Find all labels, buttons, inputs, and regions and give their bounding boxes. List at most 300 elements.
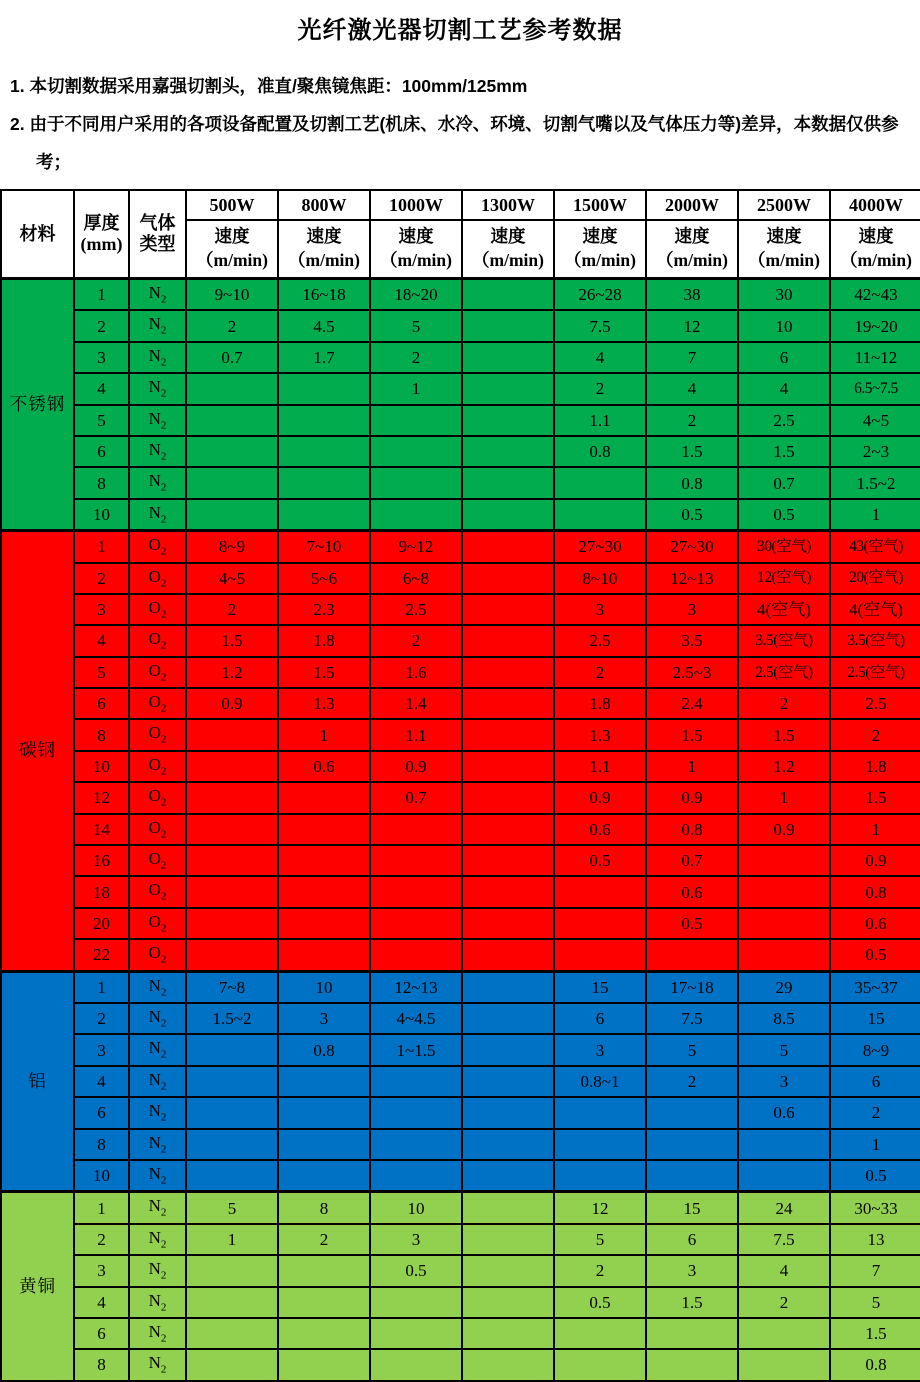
speed-cell: 2 xyxy=(554,373,646,404)
gas-cell: $O_2$ xyxy=(129,814,186,845)
gas-cell: $N_2$ xyxy=(129,373,186,404)
speed-cell xyxy=(186,467,278,498)
speed-cell: 7 xyxy=(646,342,738,373)
speed-cell: 3.5 xyxy=(646,625,738,656)
speed-cell: 3.5(空气) xyxy=(830,625,920,656)
speed-cell: 1.8 xyxy=(554,688,646,719)
gas-cell: $N_2$ xyxy=(129,1097,186,1128)
speed-cell: 1.2 xyxy=(738,751,830,782)
speed-cell: 1.5 xyxy=(646,1287,738,1318)
table-row xyxy=(1,1066,920,1097)
speed-cell: 15 xyxy=(830,1003,920,1034)
speed-cell: 2.3 xyxy=(278,594,370,625)
gas-cell: $O_2$ xyxy=(129,531,186,563)
speed-cell xyxy=(646,1097,738,1128)
speed-cell xyxy=(462,1349,554,1380)
speed-cell: 2 xyxy=(186,594,278,625)
speed-cell: 4 xyxy=(738,1255,830,1286)
table-row xyxy=(1,405,920,436)
speed-cell: 30(空气) xyxy=(738,531,830,563)
table-row xyxy=(1,563,920,594)
speed-cell: 1 xyxy=(278,719,370,750)
table-row xyxy=(1,1224,920,1255)
material-cell: 碳钢 xyxy=(1,531,74,971)
table-row xyxy=(1,939,920,971)
speed-cell xyxy=(462,1129,554,1160)
speed-cell: 19~20 xyxy=(830,310,920,341)
speed-cell: 0.6 xyxy=(646,876,738,907)
speed-cell: 2 xyxy=(830,719,920,750)
header-speed: 速度 （m/min) xyxy=(278,220,370,279)
gas-cell: $N_2$ xyxy=(129,1287,186,1318)
speed-cell: 10 xyxy=(278,971,370,1003)
gas-cell: $N_2$ xyxy=(129,1129,186,1160)
speed-cell: 1.2 xyxy=(186,657,278,688)
speed-cell xyxy=(462,1097,554,1128)
speed-cell: 2.4 xyxy=(646,688,738,719)
speed-cell: 1 xyxy=(830,499,920,531)
speed-cell xyxy=(278,467,370,498)
speed-cell xyxy=(462,436,554,467)
speed-cell xyxy=(370,1097,462,1128)
speed-cell: 2 xyxy=(554,657,646,688)
speed-cell xyxy=(462,499,554,531)
speed-cell xyxy=(462,405,554,436)
speed-cell: 29 xyxy=(738,971,830,1003)
thickness-cell: 4 xyxy=(74,373,129,404)
speed-cell xyxy=(186,908,278,939)
gas-cell: $O_2$ xyxy=(129,594,186,625)
speed-cell: 1.5 xyxy=(646,436,738,467)
gas-cell: $O_2$ xyxy=(129,688,186,719)
speed-cell: 3 xyxy=(370,1224,462,1255)
speed-cell: 9~12 xyxy=(370,531,462,563)
speed-cell xyxy=(186,499,278,531)
thickness-cell: 2 xyxy=(74,310,129,341)
table-row xyxy=(1,751,920,782)
speed-cell: 0.7 xyxy=(370,782,462,813)
speed-cell: 5 xyxy=(554,1224,646,1255)
gas-cell: $O_2$ xyxy=(129,751,186,782)
gas-cell: $N_2$ xyxy=(129,342,186,373)
thickness-cell: 16 xyxy=(74,845,129,876)
thickness-cell: 6 xyxy=(74,1318,129,1349)
table-row xyxy=(1,594,920,625)
speed-cell: 1.3 xyxy=(554,719,646,750)
speed-cell: 7 xyxy=(830,1255,920,1286)
speed-cell: 15 xyxy=(646,1192,738,1224)
speed-cell: 12~13 xyxy=(646,563,738,594)
speed-cell: 42~43 xyxy=(830,279,920,311)
gas-cell: $N_2$ xyxy=(129,499,186,531)
thickness-cell: 8 xyxy=(74,467,129,498)
speed-cell: 0.7 xyxy=(186,342,278,373)
speed-cell xyxy=(462,908,554,939)
speed-cell: 0.9 xyxy=(186,688,278,719)
speed-cell xyxy=(462,719,554,750)
speed-cell xyxy=(554,467,646,498)
speed-cell xyxy=(186,1160,278,1192)
thickness-cell: 1 xyxy=(74,531,129,563)
gas-cell: $N_2$ xyxy=(129,971,186,1003)
speed-cell: 30 xyxy=(738,279,830,311)
speed-cell: 1~1.5 xyxy=(370,1034,462,1065)
speed-cell: 11~12 xyxy=(830,342,920,373)
speed-cell: 4~4.5 xyxy=(370,1003,462,1034)
thickness-cell: 4 xyxy=(74,625,129,656)
speed-cell xyxy=(278,814,370,845)
thickness-cell: 5 xyxy=(74,657,129,688)
speed-cell: 12 xyxy=(554,1192,646,1224)
header-power-1300W: 1300W xyxy=(462,190,554,220)
thickness-cell: 8 xyxy=(74,1129,129,1160)
speed-cell: 6 xyxy=(738,342,830,373)
speed-cell xyxy=(554,1318,646,1349)
speed-cell: 4(空气) xyxy=(738,594,830,625)
speed-cell xyxy=(278,499,370,531)
gas-cell: $O_2$ xyxy=(129,845,186,876)
note-2: 2. 由于不同用户采用的各项设备配置及切割工艺(机床、水冷、环境、切割气嘴以及气体压力等)差异，本数据仅供参考； xyxy=(10,114,899,172)
speed-cell: 2 xyxy=(738,1287,830,1318)
speed-cell: 2 xyxy=(554,1255,646,1286)
speed-cell xyxy=(462,1224,554,1255)
thickness-cell: 22 xyxy=(74,939,129,971)
header-power-500W: 500W xyxy=(186,190,278,220)
speed-cell: 1 xyxy=(738,782,830,813)
speed-cell: 1.6 xyxy=(370,657,462,688)
speed-cell: 5 xyxy=(830,1287,920,1318)
speed-cell: 12~13 xyxy=(370,971,462,1003)
speed-cell: 2~3 xyxy=(830,436,920,467)
speed-cell xyxy=(462,373,554,404)
table-row xyxy=(1,1160,920,1192)
speed-cell: 0.8~1 xyxy=(554,1066,646,1097)
speed-cell xyxy=(554,1097,646,1128)
speed-cell xyxy=(278,1287,370,1318)
speed-cell xyxy=(462,1066,554,1097)
speed-cell: 2.5~3 xyxy=(646,657,738,688)
speed-cell: 27~30 xyxy=(554,531,646,563)
table-row xyxy=(1,310,920,341)
table-row xyxy=(1,657,920,688)
speed-cell: 7.5 xyxy=(738,1224,830,1255)
speed-cell: 8~10 xyxy=(554,563,646,594)
header-power-2500W: 2500W xyxy=(738,190,830,220)
speed-cell xyxy=(738,939,830,971)
speed-cell: 16~18 xyxy=(278,279,370,311)
speed-cell: 1.5~2 xyxy=(830,467,920,498)
table-row xyxy=(1,625,920,656)
speed-cell: 2.5 xyxy=(738,405,830,436)
speed-cell: 1 xyxy=(370,373,462,404)
speed-cell: 27~30 xyxy=(646,531,738,563)
speed-cell: 1 xyxy=(186,1224,278,1255)
header-material: 材料 xyxy=(1,190,74,279)
speed-cell: 2 xyxy=(186,310,278,341)
speed-cell: 0.8 xyxy=(830,1349,920,1380)
speed-cell xyxy=(186,719,278,750)
speed-cell: 1.5~2 xyxy=(186,1003,278,1034)
table-row xyxy=(1,1097,920,1128)
header-thickness: 厚度 (mm) xyxy=(74,190,129,279)
speed-cell xyxy=(462,657,554,688)
speed-cell xyxy=(554,908,646,939)
gas-cell: $N_2$ xyxy=(129,1224,186,1255)
thickness-cell: 10 xyxy=(74,499,129,531)
speed-cell: 2.5 xyxy=(554,625,646,656)
speed-cell: 6~8 xyxy=(370,563,462,594)
speed-cell: 0.5 xyxy=(554,1287,646,1318)
thickness-cell: 3 xyxy=(74,1255,129,1286)
speed-cell: 2 xyxy=(370,342,462,373)
speed-cell xyxy=(370,1318,462,1349)
thickness-cell: 18 xyxy=(74,876,129,907)
gas-cell: $O_2$ xyxy=(129,876,186,907)
speed-cell xyxy=(186,405,278,436)
speed-cell xyxy=(186,814,278,845)
speed-cell: 3 xyxy=(738,1066,830,1097)
thickness-cell: 1 xyxy=(74,1192,129,1224)
speed-cell: 8~9 xyxy=(830,1034,920,1065)
gas-cell: $N_2$ xyxy=(129,1160,186,1192)
speed-cell: 0.6 xyxy=(278,751,370,782)
thickness-cell: 6 xyxy=(74,1097,129,1128)
speed-cell: 6 xyxy=(554,1003,646,1034)
thickness-cell: 1 xyxy=(74,279,129,311)
speed-cell xyxy=(646,1129,738,1160)
speed-cell xyxy=(370,436,462,467)
speed-cell: 0.9 xyxy=(738,814,830,845)
thickness-cell: 10 xyxy=(74,751,129,782)
speed-cell xyxy=(462,939,554,971)
speed-cell xyxy=(462,625,554,656)
speed-cell xyxy=(554,499,646,531)
speed-cell xyxy=(738,1160,830,1192)
speed-cell xyxy=(462,531,554,563)
speed-cell: 7.5 xyxy=(554,310,646,341)
speed-cell xyxy=(646,1318,738,1349)
speed-cell xyxy=(186,1349,278,1380)
speed-cell xyxy=(462,876,554,907)
speed-cell xyxy=(554,1160,646,1192)
speed-cell: 5~6 xyxy=(278,563,370,594)
speed-cell: 30~33 xyxy=(830,1192,920,1224)
speed-cell xyxy=(278,845,370,876)
header-speed: 速度 （m/min) xyxy=(830,220,920,279)
speed-cell xyxy=(278,1255,370,1286)
thickness-cell: 8 xyxy=(74,719,129,750)
thickness-cell: 3 xyxy=(74,1034,129,1065)
speed-cell xyxy=(370,939,462,971)
material-cell: 铝 xyxy=(1,971,74,1192)
gas-cell: $N_2$ xyxy=(129,1318,186,1349)
speed-cell: 1.5 xyxy=(830,1318,920,1349)
speed-cell: 0.5 xyxy=(554,845,646,876)
table-row xyxy=(1,279,920,311)
speed-cell xyxy=(462,594,554,625)
speed-cell xyxy=(462,1318,554,1349)
speed-cell xyxy=(462,1192,554,1224)
cutting-data-table xyxy=(0,189,920,1382)
speed-cell: 1.8 xyxy=(830,751,920,782)
speed-cell: 3.5(空气) xyxy=(738,625,830,656)
header-speed: 速度 （m/min) xyxy=(370,220,462,279)
speed-cell xyxy=(462,310,554,341)
table-row xyxy=(1,814,920,845)
speed-cell: 5 xyxy=(186,1192,278,1224)
gas-cell: $N_2$ xyxy=(129,405,186,436)
speed-cell: 8~9 xyxy=(186,531,278,563)
header-row-power xyxy=(1,190,920,220)
speed-cell: 1.5 xyxy=(738,436,830,467)
thickness-cell: 14 xyxy=(74,814,129,845)
speed-cell: 0.5 xyxy=(830,939,920,971)
speed-cell: 0.5 xyxy=(738,499,830,531)
speed-cell: 0.7 xyxy=(738,467,830,498)
speed-cell: 2 xyxy=(738,688,830,719)
speed-cell xyxy=(186,373,278,404)
speed-cell: 0.8 xyxy=(278,1034,370,1065)
material-cell: 黄铜 xyxy=(1,1192,74,1381)
speed-cell xyxy=(370,499,462,531)
speed-cell: 6 xyxy=(830,1066,920,1097)
gas-cell: $N_2$ xyxy=(129,279,186,311)
speed-cell xyxy=(278,436,370,467)
table-row xyxy=(1,688,920,719)
speed-cell: 8.5 xyxy=(738,1003,830,1034)
speed-cell: 0.8 xyxy=(646,814,738,845)
header-gas: 气体 类型 xyxy=(129,190,186,279)
speed-cell: 0.5 xyxy=(646,908,738,939)
header-speed: 速度 （m/min) xyxy=(186,220,278,279)
speed-cell: 1.5 xyxy=(738,719,830,750)
speed-cell xyxy=(278,1160,370,1192)
gas-cell: $O_2$ xyxy=(129,782,186,813)
speed-cell: 4.5 xyxy=(278,310,370,341)
speed-cell xyxy=(462,782,554,813)
table-row xyxy=(1,436,920,467)
speed-cell: 3 xyxy=(646,594,738,625)
speed-cell: 0.6 xyxy=(554,814,646,845)
table-row xyxy=(1,1129,920,1160)
speed-cell: 0.6 xyxy=(738,1097,830,1128)
header-power-800W: 800W xyxy=(278,190,370,220)
speed-cell xyxy=(370,876,462,907)
speed-cell: 35~37 xyxy=(830,971,920,1003)
speed-cell xyxy=(738,876,830,907)
speed-cell: 0.9 xyxy=(830,845,920,876)
gas-cell: $N_2$ xyxy=(129,1255,186,1286)
thickness-cell: 2 xyxy=(74,563,129,594)
table-row xyxy=(1,1287,920,1318)
speed-cell xyxy=(278,373,370,404)
notes xyxy=(0,67,920,181)
speed-cell xyxy=(186,1034,278,1065)
speed-cell: 5 xyxy=(646,1034,738,1065)
table-row xyxy=(1,1034,920,1065)
speed-cell: 10 xyxy=(738,310,830,341)
speed-cell: 1.4 xyxy=(370,688,462,719)
speed-cell: 2 xyxy=(278,1224,370,1255)
speed-cell xyxy=(462,1160,554,1192)
speed-cell xyxy=(554,939,646,971)
speed-cell xyxy=(278,1349,370,1380)
speed-cell: 1 xyxy=(830,814,920,845)
table-row xyxy=(1,499,920,531)
speed-cell: 1.1 xyxy=(370,719,462,750)
table-body xyxy=(1,279,920,1381)
speed-cell xyxy=(462,814,554,845)
speed-cell: 7.5 xyxy=(646,1003,738,1034)
speed-cell xyxy=(462,1034,554,1065)
speed-cell: 1 xyxy=(830,1129,920,1160)
speed-cell xyxy=(370,1129,462,1160)
speed-cell: 0.8 xyxy=(830,876,920,907)
gas-cell: $N_2$ xyxy=(129,467,186,498)
table-row xyxy=(1,1318,920,1349)
speed-cell: 3 xyxy=(278,1003,370,1034)
speed-cell xyxy=(646,1160,738,1192)
thickness-cell: 6 xyxy=(74,688,129,719)
gas-cell: $O_2$ xyxy=(129,657,186,688)
speed-cell xyxy=(370,1349,462,1380)
speed-cell: 0.9 xyxy=(554,782,646,813)
speed-cell: 1.7 xyxy=(278,342,370,373)
speed-cell xyxy=(462,563,554,594)
speed-cell xyxy=(738,845,830,876)
speed-cell xyxy=(278,876,370,907)
table-row xyxy=(1,373,920,404)
speed-cell xyxy=(462,279,554,311)
header-power-1500W: 1500W xyxy=(554,190,646,220)
table-row xyxy=(1,971,920,1003)
speed-cell xyxy=(370,1287,462,1318)
thickness-cell: 6 xyxy=(74,436,129,467)
speed-cell: 18~20 xyxy=(370,279,462,311)
speed-cell xyxy=(186,845,278,876)
gas-cell: $O_2$ xyxy=(129,719,186,750)
speed-cell: 0.8 xyxy=(646,467,738,498)
speed-cell: 9~10 xyxy=(186,279,278,311)
speed-cell xyxy=(370,908,462,939)
speed-cell xyxy=(370,467,462,498)
speed-cell xyxy=(278,1097,370,1128)
header-speed: 速度 （m/min) xyxy=(462,220,554,279)
speed-cell: 4 xyxy=(738,373,830,404)
speed-cell: 0.6 xyxy=(830,908,920,939)
speed-cell: 2.5(空气) xyxy=(830,657,920,688)
speed-cell: 10 xyxy=(370,1192,462,1224)
speed-cell: 2 xyxy=(646,1066,738,1097)
speed-cell: 8 xyxy=(278,1192,370,1224)
speed-cell: 1.5 xyxy=(186,625,278,656)
material-cell: 不锈钢 xyxy=(1,279,74,531)
speed-cell xyxy=(186,1129,278,1160)
speed-cell xyxy=(278,939,370,971)
speed-cell: 7~10 xyxy=(278,531,370,563)
speed-cell: 2 xyxy=(646,405,738,436)
table-row xyxy=(1,467,920,498)
speed-cell: 5 xyxy=(738,1034,830,1065)
speed-cell xyxy=(738,1318,830,1349)
speed-cell: 2.5 xyxy=(830,688,920,719)
speed-cell xyxy=(278,782,370,813)
gas-cell: $N_2$ xyxy=(129,1349,186,1380)
speed-cell: 0.9 xyxy=(646,782,738,813)
speed-cell xyxy=(554,876,646,907)
thickness-cell: 12 xyxy=(74,782,129,813)
speed-cell xyxy=(186,1066,278,1097)
